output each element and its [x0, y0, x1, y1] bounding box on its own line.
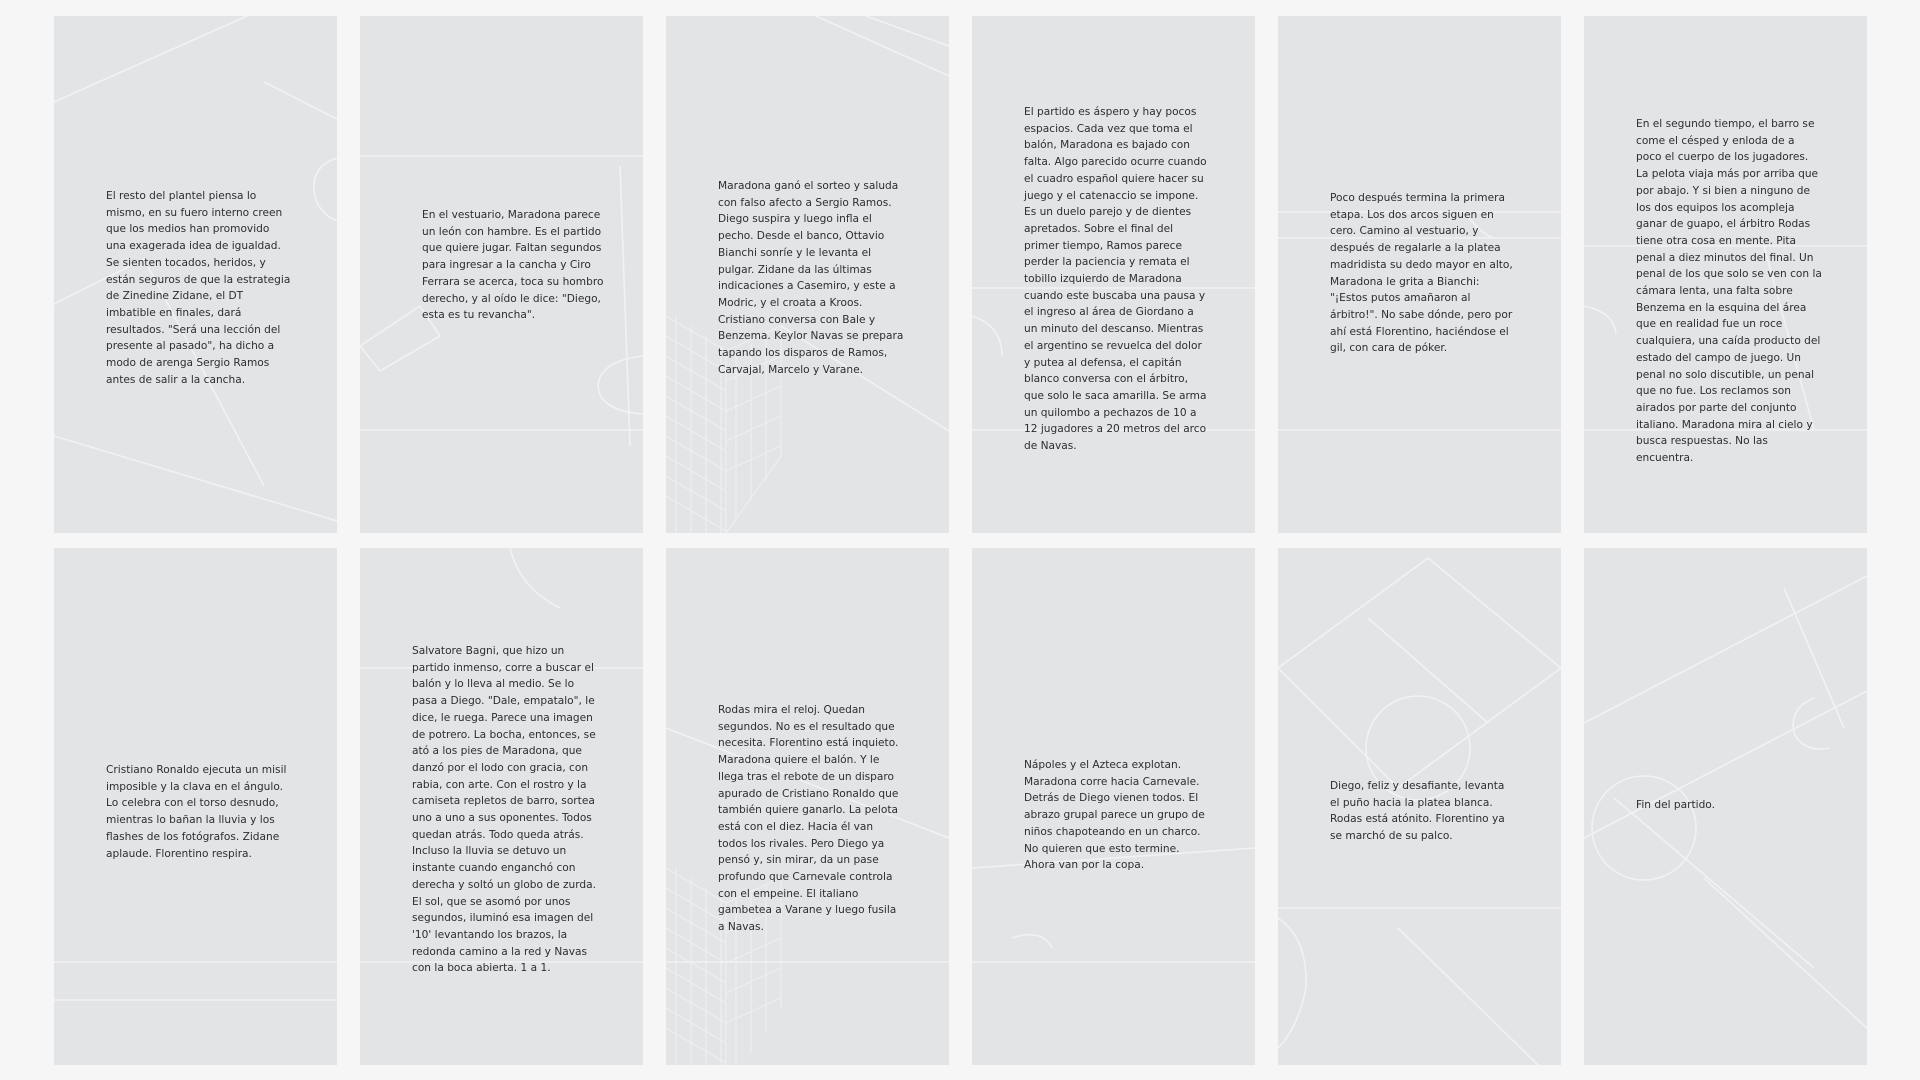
- story-panel-6: [1584, 16, 1867, 533]
- story-panel-7: [54, 548, 337, 1065]
- story-panel-11: [1278, 548, 1561, 1065]
- story-panel-9: [666, 548, 949, 1065]
- story-panel-8: [360, 548, 643, 1065]
- panel-text: Poco después termina la primera etapa. Los dos arcos siguen en cero. Camino al vestuario, y después de regalarle a la platea madridista su dedo mayor en alto, Maradona le grita a Bianchi: "¡Estos putos amañaron al árbitro!". No sabe dónde, pero por ahí está Florentino, haciéndose el gil, con cara de póker.: [1330, 192, 1513, 355]
- panel-text: Maradona ganó el sorteo y saluda con falso afecto a Sergio Ramos. Diego suspira y luego infla el pecho. Desde el banco, Ottavio Bianchi sonríe y le levanta el pulgar. Zidane da las últimas indicaciones a Casemiro, y este a Modric, y el croata a Kroos. Cristiano conversa con Bale y Benzema. Keylor Navas se prepara tapando los disparos de Ramos, Carvajal, Marcelo y Varane.: [718, 180, 904, 376]
- panel-text: Salvatore Bagni, que hizo un partido inmenso, corre a buscar el balón y lo lleva al medio. Se lo pasa a Diego. "Dale, empatalo", le dice, le ruega. Parece una imagen de potrero. La bocha, entonces, se ató a los pies de Maradona, que danzó por el lodo con gracia, con rabia, con arte. Con el rostro y la camiseta repletos de barro, sortea uno a uno a sus oponentes. Todos quedan atrás. Todo queda atrás. Incluso la lluvia se detuvo un instante cuando enganchó con derecha y soltó un globo de zurda. El sol, que se asomó por unos segundos, iluminó esa imagen del '10' levantando los brazos, la redonda camino a la red y Navas con la boca abierta. 1 a 1.: [412, 645, 597, 975]
- panel-text: Nápoles y el Azteca explotan. Maradona corre hacia Carnevale. Detrás de Diego vienen todos. El abrazo grupal parece un grupo de niños chapoteando en un charco. No quieren que esto termine. Ahora van por la copa.: [1024, 759, 1205, 872]
- story-panel-3: [666, 16, 949, 533]
- story-panel-10: [972, 548, 1255, 1065]
- story-panel-12: [1584, 548, 1867, 1065]
- panel-text: En el vestuario, Maradona parece un león con hambre. Es el partido que quiere jugar. Faltan segundos para ingresar a la cancha y Ciro Ferrara se acerca, toca su hombro derecho, y al oído le dice: "Diego, esta es tu revancha".: [422, 209, 604, 322]
- panel-text: El partido es áspero y hay pocos espacios. Cada vez que toma el balón, Maradona es bajado con falta. Algo parecido ocurre cuando el cuadro español quiere hacer su juego y el catenaccio se impone. Es un duelo parejo y de dientes apretados. Sobre el final del primer tiempo, Ramos parece perder la paciencia y remata el tobillo izquierdo de Maradona cuando este buscaba una pausa y el ingreso al área de Giordano a un minuto del descanso. Mientras el argentino se revuelca del dolor y putea al defensa, el capitán blanco conversa con el árbitro, que solo le saca amarilla. Se arma un quilombo a pechazos de 10 a 12 jugadores a 20 metros del arco de Navas.: [1024, 106, 1207, 453]
- panel-text: En el segundo tiempo, el barro se come el césped y enloda de a poco el cuerpo de los jugadores. La pelota viaja más por arriba que por abajo. Y si bien a ninguno de los dos equipos los acompleja ganar de guapo, el árbitro Rodas tiene otra cosa en mente. Pita penal a diez minutos del final. Un penal de los que solo se ven con la cámara lenta, una falta sobre Benzema en la esquina del área que en realidad fue un roce cualquiera, una caída producto del estado del campo de juego. Un penal no solo discutible, un penal que no fue. Los reclamos son airados por parte del conjunto italiano. Maradona mira al cielo y busca respuestas. No las encuentra.: [1636, 118, 1822, 465]
- panel-text: Rodas mira el reloj. Quedan segundos. No es el resultado que necesita. Florentino está inquieto. Maradona quiere el balón. Y le llega tras el rebote de un disparo apurado de Cristiano Ronaldo que también quiere ganarlo. La pelota está con el diez. Hacia él van todos los rivales. Pero Diego ya pensó y, sin mirar, da un pase profundo que Carnevale controla con el empeine. El italiano gambetea a Varane y luego fusila a Navas.: [718, 704, 899, 934]
- story-panel-4: [972, 16, 1255, 533]
- panel-text: Diego, feliz y desafiante, levanta el puño hacia la platea blanca. Rodas está atónito. Florentino ya se marchó de su palco.: [1330, 780, 1505, 843]
- panel-text: Cristiano Ronaldo ejecuta un misil imposible y la clava en el ángulo. Lo celebra con el torso desnudo, mientras lo bañan la lluvia y los flashes de los fotógrafos. Zidane aplaude. Florentino respira.: [106, 764, 287, 860]
- story-panel-2: [360, 16, 643, 533]
- story-panel-1: [54, 16, 337, 533]
- panel-text: Fin del partido.: [1636, 799, 1715, 811]
- story-panel-5: [1278, 16, 1561, 533]
- panel-text: El resto del plantel piensa lo mismo, en su fuero interno creen que los medios han promovido una exagerada idea de igualdad. Se sienten tocados, heridos, y están seguros de que la estrategia de Zinedine Zidane, el DT imbatible en finales, dará resultados. "Será una lección del presente al pasado", ha dicho a modo de arenga Sergio Ramos antes de salir a la cancha.: [106, 190, 291, 386]
